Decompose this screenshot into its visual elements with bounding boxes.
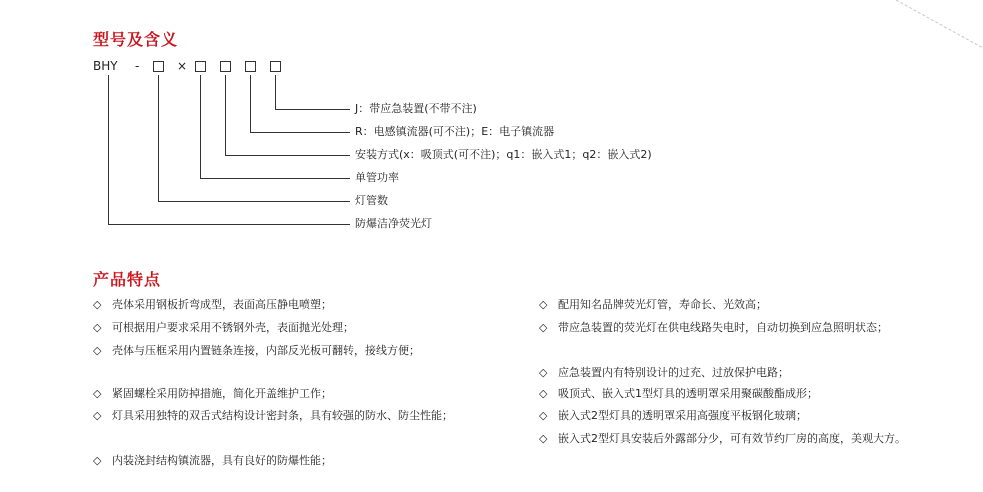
feature-left-6: ◇ 内装浇封结构镇流器，具有良好的防爆性能； [93,454,332,467]
desc-product-name: 防爆洁净荧光灯 [355,217,432,230]
feature-left-4: ◇ 紧固螺栓采用防掉措施，简化开盖维护工作； [93,387,332,400]
desc-mounting: 安装方式(x：吸顶式(可不注)；q1：嵌入式1；q2：嵌入式2) [355,148,652,161]
desc-ballast: R：电感镇流器(可不注)；E：电子镇流器 [355,125,555,138]
feature-right-4: ◇ 吸顶式、嵌入式1型灯具的透明罩采用聚碳酸酯成形； [539,387,818,400]
bullet-icon: ◇ [93,344,102,357]
bullet-icon: ◇ [93,409,102,422]
feature-right-5: ◇ 嵌入式2型灯具的透明罩采用高强度平板钢化玻璃； [539,409,807,422]
feature-left-2: ◇ 可根据用户要求采用不锈钢外壳，表面抛光处理； [93,321,354,334]
bullet-icon: ◇ [539,387,548,400]
bullet-icon: ◇ [93,454,102,467]
bullet-icon: ◇ [539,409,548,422]
feature-right-1: ◇ 配用知名品牌荧光灯管，寿命长、光效高； [539,298,767,311]
desc-lamp-count: 灯管数 [355,194,388,207]
feature-right-6: ◇ 嵌入式2型灯具安装后外露部分少，可有效节约厂房的高度，美观大方。 [539,432,906,445]
feature-left-5: ◇ 灯具采用独特的双舌式结构设计密封条，具有较强的防水、防尘性能； [93,409,453,422]
model-code-dash: - [135,59,140,73]
feature-left-3: ◇ 壳体与压框采用内置链条连接，内部反光板可翻转，接线方便； [93,344,420,357]
feature-left-1: ◇ 壳体采用钢板折弯成型，表面高压静电喷塑； [93,298,332,311]
bullet-icon: ◇ [539,366,548,379]
bullet-icon: ◇ [539,298,548,311]
bullet-icon: ◇ [93,298,102,311]
model-section-title: 型号及含义 [93,30,179,49]
bullet-icon: ◇ [93,321,102,334]
desc-emergency: J：带应急装置(不带不注) [355,102,477,115]
bullet-icon: ◇ [93,387,102,400]
bullet-icon: ◇ [539,321,548,334]
model-code-prefix: BHY [93,59,118,73]
desc-power: 单管功率 [355,171,399,184]
model-code-times: × [177,59,188,73]
feature-right-3: ◇ 应急装置内有特别设计的过充、过放保护电路； [539,366,789,379]
features-section-title: 产品特点 [93,270,162,289]
feature-right-2: ◇ 带应急装置的荧光灯在供电线路失电时，自动切换到应急照明状态； [539,321,888,334]
bullet-icon: ◇ [539,432,548,445]
